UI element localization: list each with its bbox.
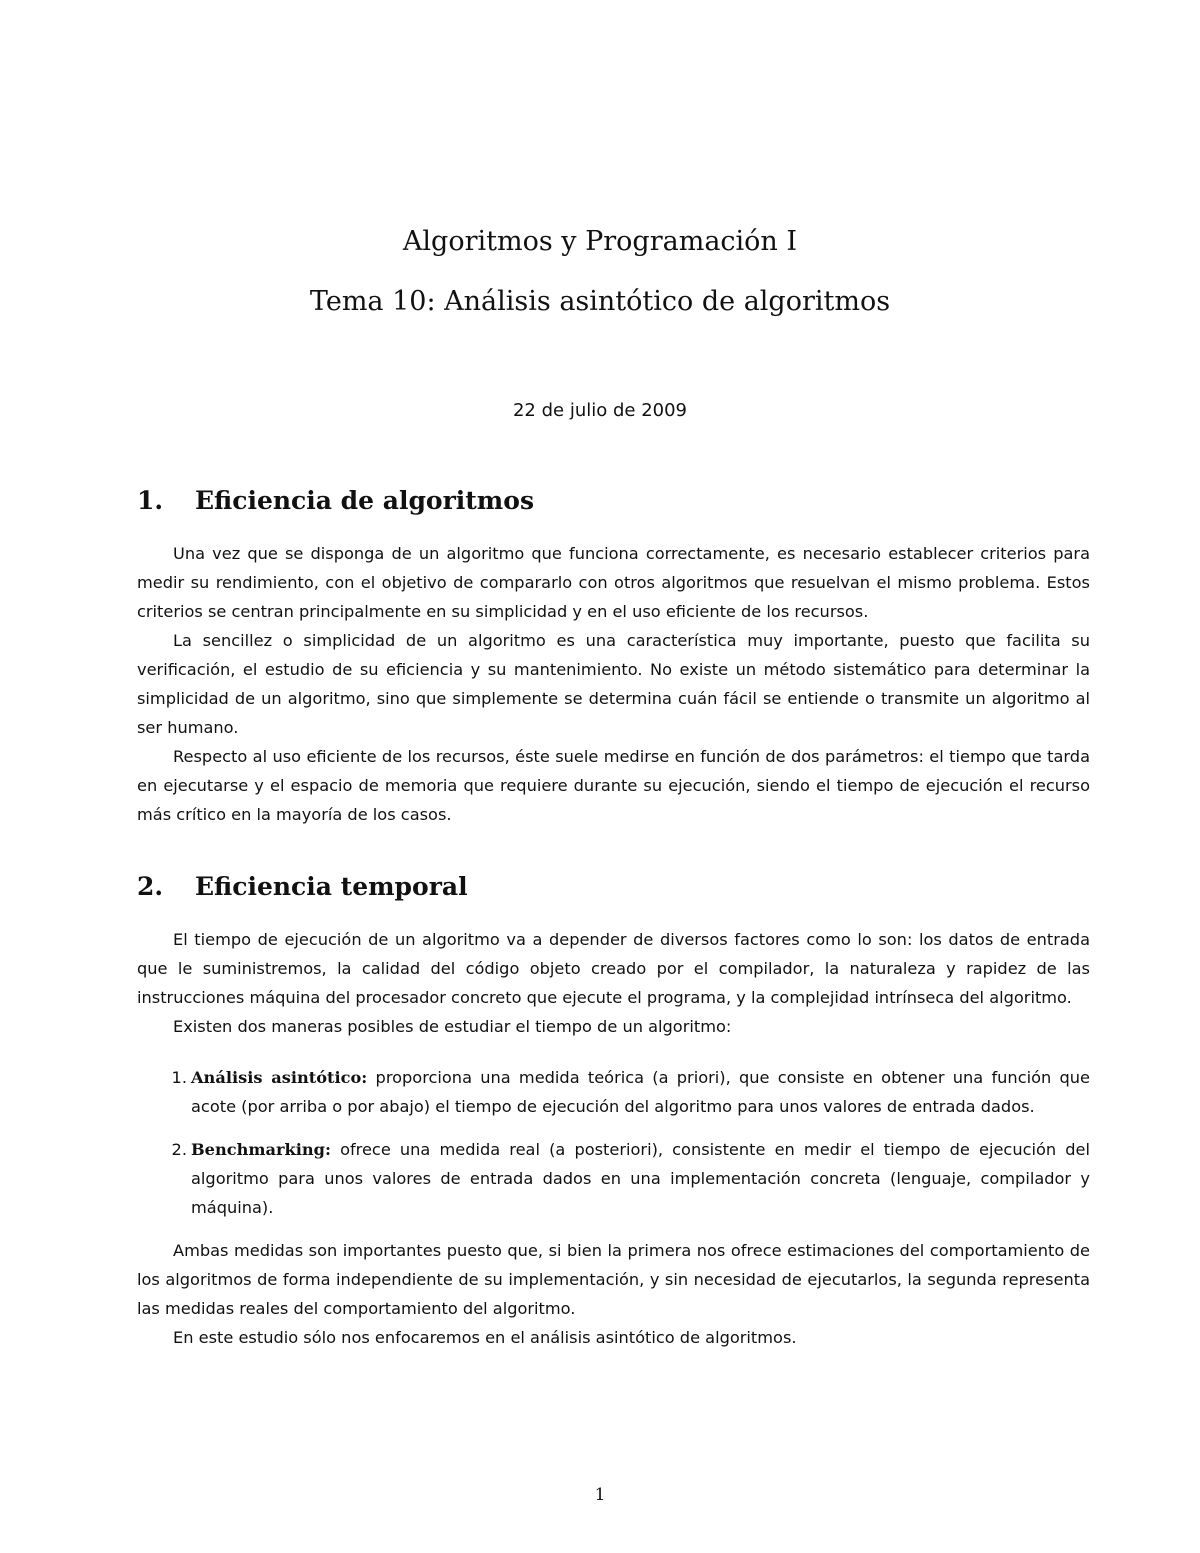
paragraph: La sencillez o simplicidad de un algoritmo es una característica muy importante, puesto que facilita su verificación, el estudio de su eficiencia y su mantenimiento. No existe un método sistemático para determinar la simplicidad de un algoritmo, sino que simplemente se determina cuán fácil se entiende o transmite un algoritmo al ser humano.	[137, 631, 1090, 737]
document-title: Algoritmos y Programación I	[402, 226, 798, 257]
list-item	[137, 1135, 1090, 1222]
paragraph: Respecto al uso eficiente de los recursos, éste suele medirse en función de dos parámetros: el tiempo que tarda en ejecutarse y el espacio de memoria que requiere durante su ejecución, siendo el tiempo de ejecución el recurso más crítico en la mayoría de los casos.	[137, 747, 1090, 824]
section-heading	[137, 484, 1090, 518]
list-item-number: 1.	[171, 1068, 187, 1087]
page-number: 1	[594, 1485, 606, 1505]
section-number: 1.	[137, 486, 164, 515]
section-body	[137, 539, 1090, 829]
section-title: Eficiencia temporal	[195, 872, 468, 901]
list-item	[137, 1063, 1090, 1121]
list-item-number: 2.	[171, 1140, 187, 1159]
paragraph: En este estudio sólo nos enfocaremos en el análisis asintótico de algoritmos.	[173, 1328, 797, 1347]
list-item-body	[187, 1135, 1090, 1222]
list-item-text: ofrece una medida real (a posteriori), consistente en medir el tiempo de ejecución del algoritmo para unos valores de entrada dados en una implementación concreta (lenguaje, compilador y máquina).	[191, 1140, 1090, 1217]
paragraph: Una vez que se disponga de un algoritmo que funciona correctamente, es necesario establecer criterios para medir su rendimiento, con el objetivo de compararlo con otros algoritmos que resuelvan el mismo problema. Estos criterios se centran principalmente en su simplicidad y en el uso eficiente de los recursos.	[137, 544, 1090, 621]
closing-paragraphs	[137, 1236, 1090, 1352]
section-heading	[137, 870, 1090, 904]
list-item-term: Análisis asintótico:	[191, 1068, 368, 1087]
list-item-body	[187, 1063, 1090, 1121]
section-title: Eficiencia de algoritmos	[195, 486, 535, 515]
methods-list	[137, 1063, 1090, 1222]
paragraph: Ambas medidas son importantes puesto que, si bien la primera nos ofrece estimaciones del comportamiento de los algoritmos de forma independiente de su implementación, y sin necesidad de ejecutarlos, la segunda representa las medidas reales del comportamiento del algoritmo.	[137, 1241, 1090, 1318]
list-item-term: Benchmarking:	[191, 1140, 331, 1159]
paragraph: Existen dos maneras posibles de estudiar el tiempo de un algoritmo:	[173, 1017, 732, 1036]
paragraph: El tiempo de ejecución de un algoritmo va a depender de diversos factores como lo son: los datos de entrada que le suministremos, la calidad del código objeto creado por el compilador, la naturaleza y rapidez de las instrucciones máquina del procesador concreto que ejecute el programa, y la complejidad intrínseca del algoritmo.	[137, 930, 1090, 1007]
section-eficiencia-temporal	[137, 870, 1090, 1352]
document-date: 22 de julio de 2009	[512, 400, 688, 421]
section-body	[137, 925, 1090, 1352]
document-subtitle: Tema 10: Análisis asintótico de algoritmos	[309, 286, 891, 317]
list-item-text: proporciona una medida teórica (a priori), que consiste en obtener una función que acote (por arriba o por abajo) el tiempo de ejecución del algoritmo para unos valores de entrada dados.	[191, 1068, 1091, 1116]
title-block	[0, 222, 1200, 322]
section-number: 2.	[137, 872, 164, 901]
section-eficiencia-de-algoritmos	[137, 484, 1090, 829]
